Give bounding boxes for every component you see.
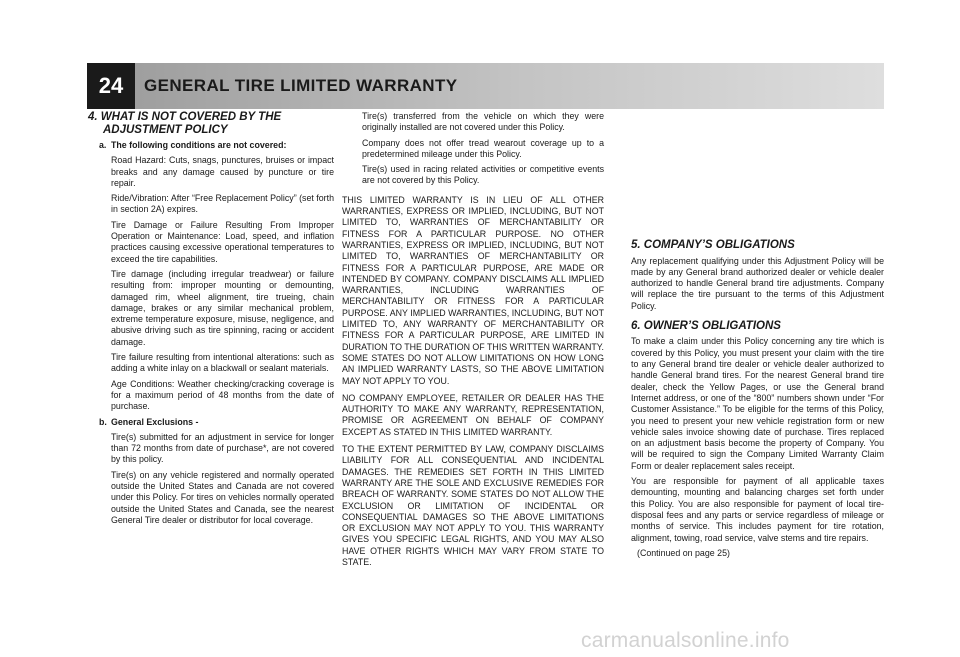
section-6-heading: 6. OWNER’S OBLIGATIONS bbox=[631, 319, 781, 332]
disclaimer-liability: TO THE EXTENT PERMITTED BY LAW, COMPANY DISCLAIMS LIABILITY FOR ALL CONSEQUENTIAL AND INCIDENTAL DAMAGES. THE REMEDIES SET FORTH IN THIS LIMITED WARRANTY ARE THE SOLE AND EXCLUSIVE REMEDIES FOR BREACH OF WARRANTY. SOME STATES DO NOT ALLOW THE EXCLUSION OR LIMITATION OF INCIDENTAL OR CONSEQUENTIAL DAMAGES SO THE ABOVE LIMITATIONS OR EXCLUSION MAY NOT APPLY TO YOU. THIS WARRANTY GIVES YOU SPECIFIC LEGAL RIGHTS, AND YOU MAY ALSO HAVE OTHER RIGHTS WHICH MAY VARY FROM STATE TO STATE. bbox=[342, 444, 604, 567]
section-5-heading: 5. COMPANY’S OBLIGATIONS bbox=[631, 239, 795, 251]
road-hazard-paragraph: Road Hazard: Cuts, snags, punctures, bruises or impact breaks and any damage caused by puncture or tire repair. bbox=[111, 155, 334, 188]
section-4-heading bbox=[88, 111, 334, 136]
column-left bbox=[88, 111, 334, 530]
continued-note: (Continued on page 25) bbox=[637, 547, 730, 558]
disclaimer-authority: NO COMPANY EMPLOYEE, RETAILER OR DEALER HAS THE AUTHORITY TO MAKE ANY WARRANTY, REPRESENTATION, PROMISE OR AGREEMENT ON BEHALF OF COMPANY EXCEPT AS STATED IN THIS LIMITED WARRANTY. bbox=[342, 392, 604, 437]
subsection-b-heading: General Exclusions - bbox=[111, 416, 199, 427]
subsection-b bbox=[88, 417, 334, 527]
tread-wearout-paragraph: Company does not offer tread wearout coverage up to a predetermined mileage under this Policy. bbox=[362, 137, 604, 159]
racing-paragraph: Tire(s) used in racing related activities or competitive events are not covered by this Policy. bbox=[362, 164, 604, 186]
service-age-paragraph: Tire(s) submitted for an adjustment in service for longer than 72 months from date of purchase*, are not covered by this policy. bbox=[111, 431, 334, 465]
outside-us-paragraph: Tire(s) on any vehicle registered and normally operated outside the United States and Canada are not covered under this Policy. For tires on vehicles normally operated outside the United States and Canada, see the nearest General Tire dealer or distributor for local coverage. bbox=[111, 469, 334, 525]
alterations-paragraph: Tire failure resulting from intentional alterations: such as adding a white inlay on a blackwall or sealant materials. bbox=[111, 352, 334, 374]
section-4-heading-line1: 4. WHAT IS NOT COVERED BY THE bbox=[88, 111, 282, 123]
subsection-b-letter: b. bbox=[99, 416, 107, 427]
page-title: GENERAL TIRE LIMITED WARRANTY bbox=[144, 76, 458, 95]
page-number: 24 bbox=[87, 63, 135, 109]
tire-damage-paragraph: Tire damage (including irregular treadwear) or failure resulting from: improper mounting or demounting, damaged rim, wheel alignment, tire trueing, chain damage, brakes or any similar mechanical problem, extreme temperature exposure, misuse, negligence, and abusive driving such as tire spinning, racing or accident damage. bbox=[111, 268, 334, 347]
column-right bbox=[631, 111, 884, 563]
exclusions-continued bbox=[342, 111, 604, 187]
column-middle bbox=[342, 111, 604, 574]
ride-vibration-paragraph: Ride/Vibration: After “Free Replacement Policy” (set forth in section 2A) expires. bbox=[111, 193, 334, 215]
watermark: carmanualsonline.info bbox=[581, 629, 790, 652]
subsection-a-heading: The following conditions are not covered: bbox=[111, 140, 287, 150]
disclaimer-overflow-space bbox=[631, 111, 884, 239]
transferred-tires-paragraph: Tire(s) transferred from the vehicle on which they were originally installed are not covered under this Policy. bbox=[362, 111, 604, 133]
section-5-body: Any replacement qualifying under this Adjustment Policy will be made by any General brand authorized dealer or vehicle dealer authorized to handle General brand tire adjustments. Company will replace the tire pursuant to the terms of this Adjustment Policy. bbox=[631, 255, 884, 311]
disclaimer-warranties: THIS LIMITED WARRANTY IS IN LIEU OF ALL OTHER WARRANTIES, EXPRESS OR IMPLIED, INCLUDING, BUT NOT LIMITED TO, WARRANTIES OF MERCHANTABILITY OR FITNESS FOR A PARTICULAR PURPOSE. NO OTHER WARRANTIES, EXPRESS OR IMPLIED, INCLUDING, BUT NOT LIMITED TO, WARRANTIES OF MERCHANTABILITY OR FITNESS FOR A PARTICULAR PURPOSE, ARE MADE OR INTENDED BY COMPANY. COMPANY DISCLAIMS ALL IMPLIED WARRANTIES, INCLUDING WARRANTIES OF MERCHANTABILITY OR FITNESS FOR A PARTICULAR PURPOSE. ANY IMPLIED WARRANTIES, INCLUDING, BUT NOT LIMITED TO, ANY WARRANTY OF MERCHANTABILITY OR FITNESS FOR A PARTICULAR PURPOSE, ARE LIMITED IN DURATION TO THE DURATION OF THIS WRITTEN WARRANTY. SOME STATES DO NOT ALLOW LIMITATIONS ON HOW LONG AN IMPLIED WARRANTY LASTS, SO THE ABOVE LIMITATION MAY NOT APPLY TO YOU. bbox=[342, 194, 604, 386]
improper-operation-paragraph: Tire Damage or Failure Resulting From Improper Operation or Maintenance: Load, speed, and inflation practices causing excessive operational temperatures to exceed the tire capabilities. bbox=[111, 219, 334, 264]
section-6-payment-paragraph: You are responsible for payment of all applicable taxes demounting, mounting and balancing charges set forth under this Policy. You are also responsible for payment of local tire-disposal fees and any parts or service regardless of mileage or months of service. This includes payment for tire rotation, alignment, towing, road service, valve stems and tire repairs. bbox=[631, 476, 884, 543]
age-conditions-paragraph: Age Conditions: Weather checking/cracking coverage is for a maximum period of 48 months from the date of purchase. bbox=[111, 378, 334, 412]
subsection-a-letter: a. bbox=[99, 140, 107, 150]
subsection-a bbox=[88, 140, 334, 413]
section-6-claim-paragraph: To make a claim under this Policy concerning any tire which is covered by this Policy, you must present your claim with the tire to any General brand tire dealer or vehicle dealer authorized to handle General brand tires. For the nearest General brand tire dealer, check the Yellow Pages, or use the General brand Internet address, or one of the “800” numbers shown under “For Customer Assistance.” To be eligible for the terms of this Policy, you need to present your new vehicle registration form or new vehicle sales invoice showing date of purchase. Tires replaced on an adjustment basis become the property of Company. You will be required to sign the Company Limited Warranty Claim Form or dealer replacement sales receipt. bbox=[631, 336, 884, 471]
section-4-heading-line2: ADJUSTMENT POLICY bbox=[103, 123, 228, 136]
